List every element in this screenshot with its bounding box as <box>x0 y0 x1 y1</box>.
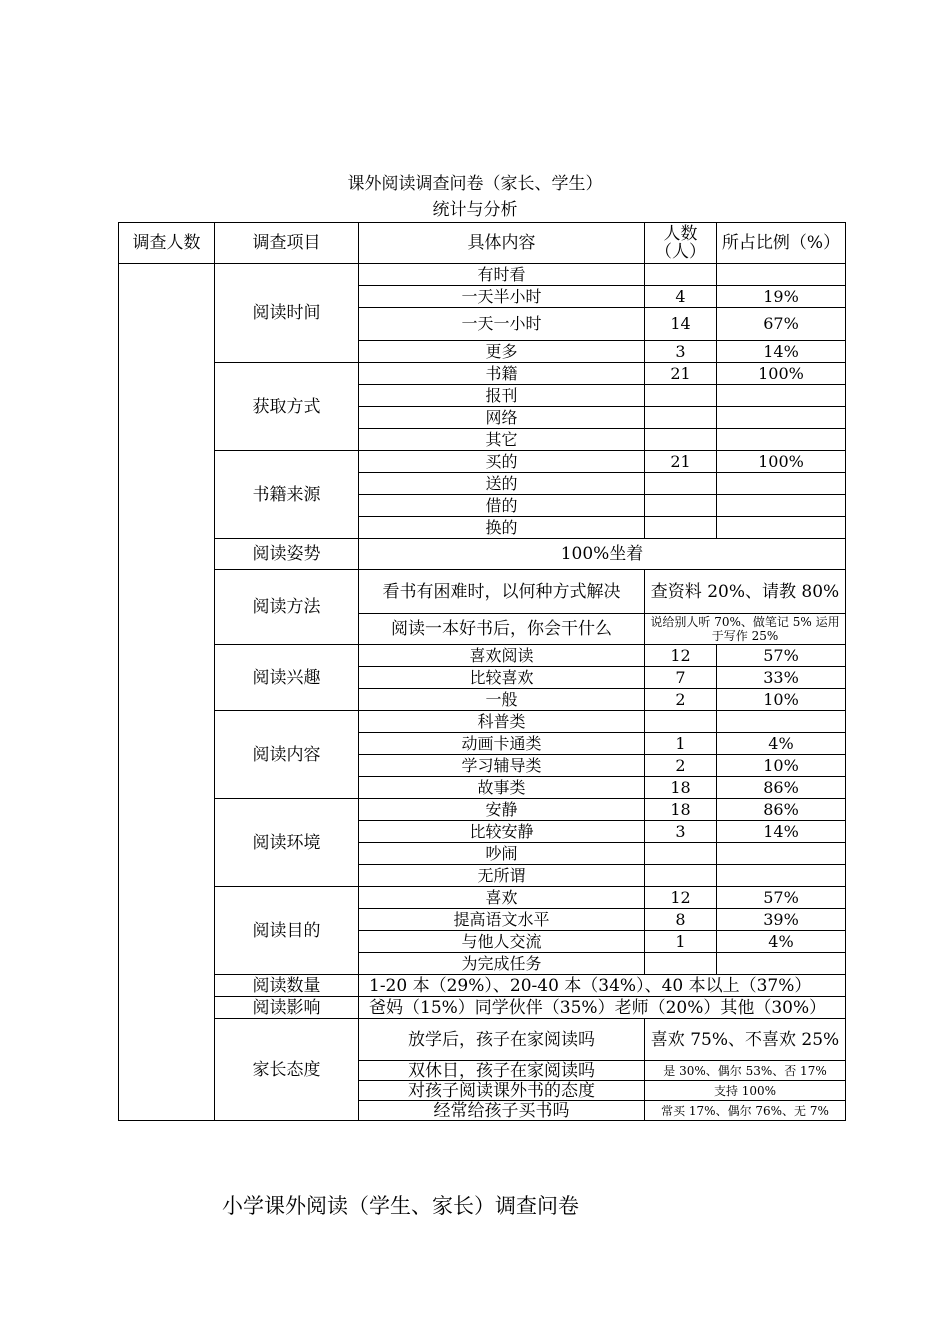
row-count: 21 <box>645 363 717 385</box>
row-percent: 86% <box>717 777 846 799</box>
table-row <box>119 799 846 821</box>
row-content: 放学后，孩子在家阅读吗 <box>359 1019 645 1061</box>
section-name: 家长态度 <box>215 1019 359 1121</box>
row-content: 喜欢 <box>359 887 645 909</box>
header-item: 调查项目 <box>215 223 359 264</box>
row-percent: 19% <box>717 286 846 308</box>
table-row <box>119 451 846 473</box>
row-percent: 67% <box>717 308 846 341</box>
row-answer: 是 30%、偶尔 53%、否 17% <box>645 1061 846 1081</box>
row-value: 100%坐着 <box>359 539 846 570</box>
row-content: 书籍 <box>359 363 645 385</box>
table-row <box>119 570 846 614</box>
row-count: 3 <box>645 341 717 363</box>
row-count: 2 <box>645 755 717 777</box>
row-count <box>645 517 717 539</box>
row-content: 网络 <box>359 407 645 429</box>
row-count <box>645 953 717 975</box>
header-count: 人数（人） <box>645 223 717 264</box>
row-content: 安静 <box>359 799 645 821</box>
row-answer: 查资料 20%、请教 80% <box>645 570 846 614</box>
row-content: 阅读一本好书后，你会干什么 <box>359 614 645 645</box>
row-count: 1 <box>645 733 717 755</box>
row-percent <box>717 517 846 539</box>
table-row <box>119 1019 846 1061</box>
row-content: 无所谓 <box>359 865 645 887</box>
row-content: 为完成任务 <box>359 953 645 975</box>
table-row <box>119 887 846 909</box>
section-name: 阅读时间 <box>215 264 359 363</box>
section-name: 阅读影响 <box>215 997 359 1019</box>
section-name: 阅读方法 <box>215 570 359 645</box>
row-content: 买的 <box>359 451 645 473</box>
row-content: 双休日，孩子在家阅读吗 <box>359 1061 645 1081</box>
row-value: 1-20 本（29%）、20-40 本（34%）、40 本以上（37%） <box>359 975 846 997</box>
row-answer: 支持 100% <box>645 1081 846 1101</box>
row-count <box>645 843 717 865</box>
row-count: 4 <box>645 286 717 308</box>
respondents-cell <box>119 264 215 1121</box>
row-percent: 10% <box>717 689 846 711</box>
row-content: 报刊 <box>359 385 645 407</box>
row-count: 18 <box>645 777 717 799</box>
row-content: 更多 <box>359 341 645 363</box>
row-count: 12 <box>645 887 717 909</box>
row-content: 喜欢阅读 <box>359 645 645 667</box>
row-content: 一天半小时 <box>359 286 645 308</box>
row-percent: 4% <box>717 733 846 755</box>
row-content: 比较安静 <box>359 821 645 843</box>
row-percent <box>717 473 846 495</box>
row-count <box>645 429 717 451</box>
row-percent <box>717 429 846 451</box>
row-count: 12 <box>645 645 717 667</box>
row-content: 吵闹 <box>359 843 645 865</box>
row-percent: 39% <box>717 909 846 931</box>
row-content: 看书有困难时，以何种方式解决 <box>359 570 645 614</box>
row-count <box>645 264 717 286</box>
row-content: 经常给孩子买书吗 <box>359 1101 645 1121</box>
table-row <box>119 645 846 667</box>
row-content: 比较喜欢 <box>359 667 645 689</box>
table-row <box>119 711 846 733</box>
section-name: 阅读环境 <box>215 799 359 887</box>
table-row <box>119 997 846 1019</box>
section-name: 阅读内容 <box>215 711 359 799</box>
row-percent <box>717 843 846 865</box>
row-content: 有时看 <box>359 264 645 286</box>
row-percent <box>717 711 846 733</box>
row-content: 借的 <box>359 495 645 517</box>
row-percent <box>717 407 846 429</box>
row-count: 18 <box>645 799 717 821</box>
table-header-row <box>119 223 846 264</box>
section-name: 书籍来源 <box>215 451 359 539</box>
row-value: 爸妈（15%）同学伙伴（35%）老师（20%）其他（30%） <box>359 997 846 1019</box>
page-subtitle: 统计与分析 <box>432 200 518 220</box>
row-count: 1 <box>645 931 717 953</box>
row-content: 送的 <box>359 473 645 495</box>
row-content: 与他人交流 <box>359 931 645 953</box>
section-name: 阅读姿势 <box>215 539 359 570</box>
header-content: 具体内容 <box>359 223 645 264</box>
row-percent: 10% <box>717 755 846 777</box>
table-row <box>119 264 846 286</box>
row-count <box>645 385 717 407</box>
row-percent: 57% <box>717 645 846 667</box>
row-content: 换的 <box>359 517 645 539</box>
row-content: 故事类 <box>359 777 645 799</box>
row-percent: 14% <box>717 341 846 363</box>
row-percent <box>717 264 846 286</box>
table-row <box>119 363 846 385</box>
row-percent <box>717 953 846 975</box>
header-respondents: 调查人数 <box>119 223 215 264</box>
row-percent <box>717 385 846 407</box>
row-percent: 57% <box>717 887 846 909</box>
table-row <box>119 975 846 997</box>
row-count <box>645 865 717 887</box>
row-count: 14 <box>645 308 717 341</box>
row-content: 学习辅导类 <box>359 755 645 777</box>
row-percent <box>717 495 846 517</box>
row-count: 7 <box>645 667 717 689</box>
section-name: 阅读兴趣 <box>215 645 359 711</box>
row-percent: 100% <box>717 451 846 473</box>
row-percent: 33% <box>717 667 846 689</box>
row-content: 其它 <box>359 429 645 451</box>
row-content: 一般 <box>359 689 645 711</box>
next-section-title: 小学课外阅读（学生、家长）调查问卷 <box>222 1194 579 1218</box>
row-percent <box>717 865 846 887</box>
section-name: 获取方式 <box>215 363 359 451</box>
row-content: 一天一小时 <box>359 308 645 341</box>
row-count <box>645 407 717 429</box>
survey-table <box>118 222 846 1121</box>
row-count: 8 <box>645 909 717 931</box>
row-count: 2 <box>645 689 717 711</box>
row-percent: 4% <box>717 931 846 953</box>
row-content: 科普类 <box>359 711 645 733</box>
header-percent: 所占比例（%） <box>717 223 846 264</box>
row-content: 对孩子阅读课外书的态度 <box>359 1081 645 1101</box>
row-percent: 86% <box>717 799 846 821</box>
row-count: 21 <box>645 451 717 473</box>
row-answer: 说给别人听 70%、做笔记 5% 运用于写作 25% <box>645 614 846 645</box>
section-name: 阅读目的 <box>215 887 359 975</box>
row-answer: 常买 17%、偶尔 76%、无 7% <box>645 1101 846 1121</box>
row-count <box>645 495 717 517</box>
row-percent: 14% <box>717 821 846 843</box>
row-count <box>645 711 717 733</box>
row-count <box>645 473 717 495</box>
row-content: 动画卡通类 <box>359 733 645 755</box>
row-percent: 100% <box>717 363 846 385</box>
page-title: 课外阅读调查问卷（家长、学生） <box>347 174 603 194</box>
row-content: 提高语文水平 <box>359 909 645 931</box>
section-name: 阅读数量 <box>215 975 359 997</box>
row-count: 3 <box>645 821 717 843</box>
table-row <box>119 539 846 570</box>
row-answer: 喜欢 75%、不喜欢 25% <box>645 1019 846 1061</box>
